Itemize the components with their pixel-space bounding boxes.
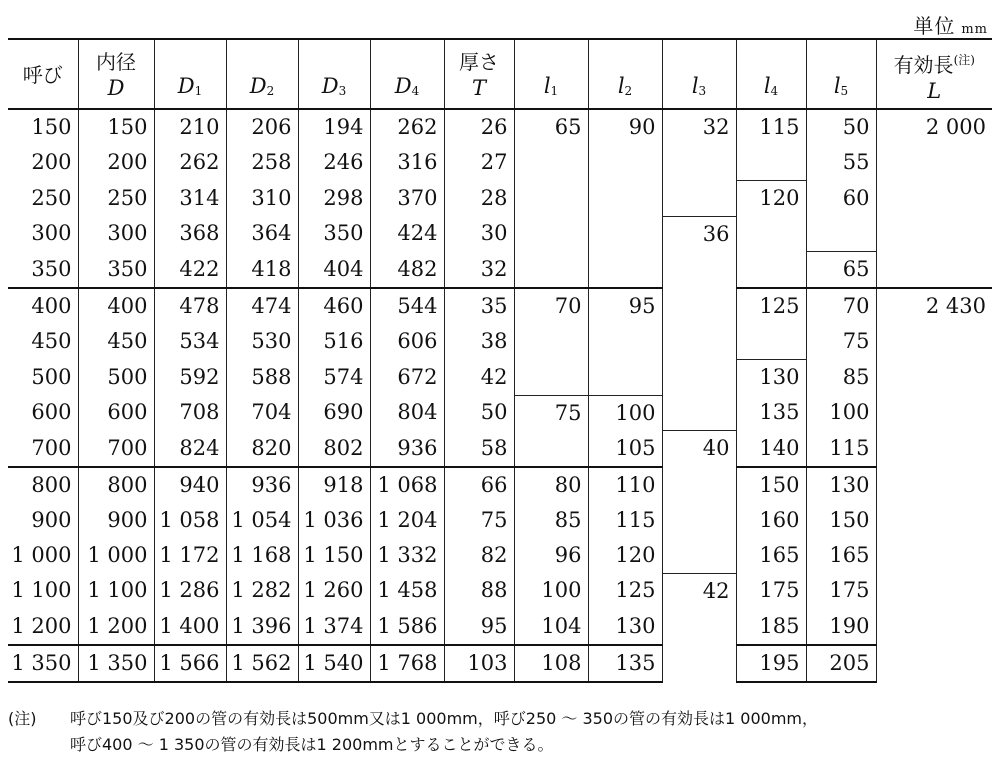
table-row [8, 324, 992, 360]
cell-L: 2 430 [876, 288, 992, 324]
cell-l2 [588, 252, 662, 289]
cell-l2 [588, 181, 662, 217]
cell-l3 [662, 288, 736, 324]
cell-d2: 1 396 [226, 609, 298, 645]
cell-l5: 85 [806, 360, 876, 396]
cell-l5: 190 [806, 609, 876, 645]
cell-l3 [662, 645, 736, 682]
cell-l3 [662, 467, 736, 503]
cell-d: 450 [78, 324, 154, 360]
cell-L [876, 360, 992, 396]
cell-d: 900 [78, 503, 154, 538]
header-l4: $l_4$ [736, 39, 806, 109]
cell-d4: 1 768 [370, 645, 444, 682]
cell-d: 350 [78, 252, 154, 289]
header-d2: $D_2$ [226, 39, 298, 109]
cell-l5: 130 [806, 467, 876, 503]
table-row [8, 109, 992, 145]
cell-l4 [736, 145, 806, 181]
cell-d1: 1 400 [154, 609, 226, 645]
cell-l4: 185 [736, 609, 806, 645]
cell-d3: 802 [298, 431, 370, 467]
table-row [8, 538, 992, 574]
cell-d4: 262 [370, 109, 444, 145]
cell-d1: 314 [154, 181, 226, 217]
cell-l4: 175 [736, 573, 806, 609]
cell-t: 35 [444, 288, 514, 324]
cell-t: 42 [444, 360, 514, 396]
cell-l2: 110 [588, 467, 662, 503]
cell-L [876, 216, 992, 252]
cell-d2: 1 054 [226, 503, 298, 538]
cell-l2: 130 [588, 609, 662, 645]
table-row [8, 645, 992, 682]
cell-L [876, 145, 992, 181]
cell-L [876, 503, 992, 538]
cell-t: 95 [444, 609, 514, 645]
cell-d3: 1 036 [298, 503, 370, 538]
cell-d: 700 [78, 431, 154, 467]
cell-d4: 1 586 [370, 609, 444, 645]
cell-yobi: 450 [31, 329, 72, 354]
cell-d2: 364 [226, 216, 298, 252]
header-l2: $l_2$ [588, 39, 662, 109]
cell-l5: 175 [806, 573, 876, 609]
cell-L [876, 181, 992, 217]
cell-l2 [588, 145, 662, 181]
cell-d2: 1 282 [226, 573, 298, 609]
cell-d: 400 [78, 288, 154, 324]
cell-d: 1 100 [78, 573, 154, 609]
cell-d1: 262 [154, 145, 226, 181]
header-l3: $l_3$ [662, 39, 736, 109]
cell-l5: 75 [806, 324, 876, 360]
cell-d4: 1 458 [370, 573, 444, 609]
cell-l2: 135 [588, 645, 662, 682]
cell-d1: 478 [154, 288, 226, 324]
cell-l3: 32 [662, 109, 736, 145]
cell-d: 1 350 [78, 645, 154, 682]
cell-l1: 80 [514, 467, 588, 503]
cell-l2: 90 [588, 109, 662, 145]
header-yukocho: 有効長$^{(注)}$ L [876, 39, 992, 109]
cell-yobi: 900 [31, 507, 72, 532]
cell-l5: 165 [806, 538, 876, 574]
cell-d2: 1 168 [226, 538, 298, 574]
cell-l3 [662, 360, 736, 396]
header-l1: $l_1$ [514, 39, 588, 109]
cell-yobi: 1 350 [8, 645, 78, 682]
cell-d4: 370 [370, 181, 444, 217]
cell-t: 32 [444, 252, 514, 289]
cell-l1: 85 [514, 503, 588, 538]
cell-yobi: 250 [31, 185, 72, 210]
cell-l1: 96 [514, 538, 588, 574]
cell-yobi: 400 [8, 288, 78, 324]
cell-d2: 1 562 [226, 645, 298, 682]
cell-yobi: 700 [31, 435, 72, 460]
cell-d4: 606 [370, 324, 444, 360]
cell-l5: 150 [806, 503, 876, 538]
cell-l5: 50 [806, 109, 876, 145]
cell-L [876, 538, 992, 574]
cell-t: 88 [444, 573, 514, 609]
cell-l4: 130 [736, 360, 806, 396]
cell-d4: 316 [370, 145, 444, 181]
table-header-row [8, 39, 992, 109]
cell-l1: 70 [514, 288, 588, 324]
cell-l4: 195 [736, 645, 806, 682]
cell-d3: 246 [298, 145, 370, 181]
cell-l4: 120 [736, 181, 806, 217]
cell-l4 [736, 324, 806, 360]
cell-d4: 424 [370, 216, 444, 252]
cell-d1: 824 [154, 431, 226, 467]
cell-l1 [514, 324, 588, 360]
cell-d2: 704 [226, 395, 298, 431]
cell-d3: 1 150 [298, 538, 370, 574]
cell-L [876, 467, 992, 503]
cell-l1 [514, 252, 588, 289]
cell-d3: 350 [298, 216, 370, 252]
cell-l3 [662, 503, 736, 538]
table-row [8, 609, 992, 645]
header-d3: $D_3$ [298, 39, 370, 109]
cell-yobi: 1 100 [11, 578, 72, 603]
cell-l4: 160 [736, 503, 806, 538]
cell-yobi: 500 [31, 364, 72, 389]
cell-d: 1 000 [78, 538, 154, 574]
cell-d: 200 [78, 145, 154, 181]
table-row [8, 288, 992, 324]
cell-l3 [662, 324, 736, 360]
table-row [8, 573, 992, 609]
cell-yobi: 150 [31, 115, 72, 139]
cell-l2: 125 [588, 573, 662, 609]
cell-d2: 530 [226, 324, 298, 360]
cell-l1: 108 [514, 645, 588, 682]
cell-l3 [662, 609, 736, 645]
cell-l3: 40 [662, 431, 736, 467]
cell-d3: 918 [298, 467, 370, 503]
cell-d: 150 [78, 109, 154, 145]
cell-l2 [588, 216, 662, 252]
cell-d4: 482 [370, 252, 444, 289]
header-d4: $D_4$ [370, 39, 444, 109]
cell-t: 26 [444, 109, 514, 145]
cell-d3: 690 [298, 395, 370, 431]
cell-d: 250 [78, 181, 154, 217]
cell-t: 82 [444, 538, 514, 574]
cell-d: 500 [78, 360, 154, 396]
table-row [8, 252, 992, 289]
cell-l2: 115 [588, 503, 662, 538]
cell-l5: 55 [806, 145, 876, 181]
cell-d1: 210 [154, 109, 226, 145]
cell-l4: 115 [736, 109, 806, 145]
cell-l3 [662, 181, 736, 217]
footnote [8, 706, 818, 758]
cell-l2 [588, 324, 662, 360]
table-row [8, 145, 992, 181]
cell-l1: 100 [514, 573, 588, 609]
cell-d2: 820 [226, 431, 298, 467]
cell-l2: 105 [588, 431, 662, 467]
cell-l4: 135 [736, 395, 806, 431]
cell-yobi: 800 [8, 467, 78, 503]
cell-l2 [588, 360, 662, 396]
cell-t: 28 [444, 181, 514, 217]
cell-d1: 1 286 [154, 573, 226, 609]
header-yobi: 呼び [8, 39, 78, 109]
table-row [8, 431, 992, 467]
cell-l4: 140 [736, 431, 806, 467]
cell-d4: 936 [370, 431, 444, 467]
cell-d4: 1 068 [370, 467, 444, 503]
cell-t: 66 [444, 467, 514, 503]
cell-d3: 1 540 [298, 645, 370, 682]
cell-L [876, 609, 992, 645]
table-row [8, 467, 992, 503]
cell-l5: 115 [806, 431, 876, 467]
cell-t: 75 [444, 503, 514, 538]
cell-l1: 104 [514, 609, 588, 645]
cell-L [876, 252, 992, 289]
cell-L [876, 395, 992, 431]
cell-l4: 150 [736, 467, 806, 503]
cell-L: 2 000 [876, 109, 992, 145]
cell-d3: 1 260 [298, 573, 370, 609]
cell-l1: 65 [514, 109, 588, 145]
cell-d2: 418 [226, 252, 298, 289]
cell-l2: 120 [588, 538, 662, 574]
unit-text: 単位 [913, 14, 956, 38]
cell-d1: 1 172 [154, 538, 226, 574]
cell-d3: 194 [298, 109, 370, 145]
cell-d3: 298 [298, 181, 370, 217]
cell-yobi: 1 000 [11, 542, 72, 567]
cell-l3 [662, 395, 736, 431]
cell-d3: 1 374 [298, 609, 370, 645]
cell-d1: 368 [154, 216, 226, 252]
table-row [8, 360, 992, 396]
cell-l3 [662, 538, 736, 574]
cell-d3: 460 [298, 288, 370, 324]
cell-l3 [662, 145, 736, 181]
cell-l3: 36 [662, 216, 736, 252]
cell-d2: 206 [226, 109, 298, 145]
cell-d1: 534 [154, 324, 226, 360]
footnote-mark: (注) [8, 709, 37, 728]
cell-yobi: 1 200 [11, 613, 72, 638]
cell-l5: 60 [806, 181, 876, 217]
cell-l1 [514, 181, 588, 217]
cell-L [876, 645, 992, 682]
cell-l4: 165 [736, 538, 806, 574]
cell-d4: 1 332 [370, 538, 444, 574]
cell-d2: 258 [226, 145, 298, 181]
cell-d: 300 [78, 216, 154, 252]
cell-l1 [514, 431, 588, 467]
cell-yobi: 200 [31, 150, 72, 175]
cell-t: 103 [444, 645, 514, 682]
cell-l3: 42 [662, 573, 736, 609]
cell-t: 27 [444, 145, 514, 181]
cell-d2: 310 [226, 181, 298, 217]
table-row [8, 503, 992, 538]
cell-l5: 100 [806, 395, 876, 431]
cell-d1: 940 [154, 467, 226, 503]
cell-d3: 574 [298, 360, 370, 396]
cell-d1: 592 [154, 360, 226, 396]
cell-l5: 205 [806, 645, 876, 682]
cell-l4 [736, 216, 806, 252]
cell-l1 [514, 145, 588, 181]
header-naikei: 内径 D [78, 39, 154, 109]
unit-value: mm [961, 22, 988, 37]
table-body [8, 109, 992, 682]
cell-d4: 1 204 [370, 503, 444, 538]
cell-l1: 75 [514, 395, 588, 431]
cell-d1: 422 [154, 252, 226, 289]
cell-l5: 65 [806, 252, 876, 289]
cell-d: 600 [78, 395, 154, 431]
cell-d4: 544 [370, 288, 444, 324]
cell-d4: 672 [370, 360, 444, 396]
cell-L [876, 573, 992, 609]
cell-t: 30 [444, 216, 514, 252]
dimension-table [8, 38, 992, 683]
cell-yobi: 600 [31, 400, 72, 425]
cell-l2: 95 [588, 288, 662, 324]
cell-d1: 708 [154, 395, 226, 431]
cell-l1 [514, 216, 588, 252]
cell-d3: 404 [298, 252, 370, 289]
footnote-line-1: (注) 呼び150及び200の管の有効長は500mm又は1 000mm，呼び250 ～ 350の管の有効長は1 000mm， [8, 706, 818, 732]
cell-l4 [736, 252, 806, 289]
cell-yobi: 300 [31, 221, 72, 246]
header-atsusa: 厚さ T [444, 39, 514, 109]
cell-d3: 516 [298, 324, 370, 360]
footnote-line-2: 呼び400 ～ 1 350の管の有効長は1 200mmとすることができる。 [70, 735, 554, 754]
cell-l5: 70 [806, 288, 876, 324]
cell-d: 1 200 [78, 609, 154, 645]
cell-d: 800 [78, 467, 154, 503]
cell-d1: 1 058 [154, 503, 226, 538]
cell-t: 38 [444, 324, 514, 360]
cell-t: 58 [444, 431, 514, 467]
cell-l4: 125 [736, 288, 806, 324]
header-l5: $l_5$ [806, 39, 876, 109]
header-d1: $D_1$ [154, 39, 226, 109]
cell-l1 [514, 360, 588, 396]
table-row [8, 216, 992, 252]
cell-l3 [662, 252, 736, 289]
cell-l5 [806, 216, 876, 252]
cell-L [876, 324, 992, 360]
cell-d2: 588 [226, 360, 298, 396]
cell-d2: 474 [226, 288, 298, 324]
cell-d1: 1 566 [154, 645, 226, 682]
cell-L [876, 431, 992, 467]
cell-d4: 804 [370, 395, 444, 431]
unit-label [913, 10, 988, 39]
table-row [8, 181, 992, 217]
cell-t: 50 [444, 395, 514, 431]
cell-yobi: 350 [31, 256, 72, 281]
cell-l2: 100 [588, 395, 662, 431]
table-row [8, 395, 992, 431]
cell-d2: 936 [226, 467, 298, 503]
